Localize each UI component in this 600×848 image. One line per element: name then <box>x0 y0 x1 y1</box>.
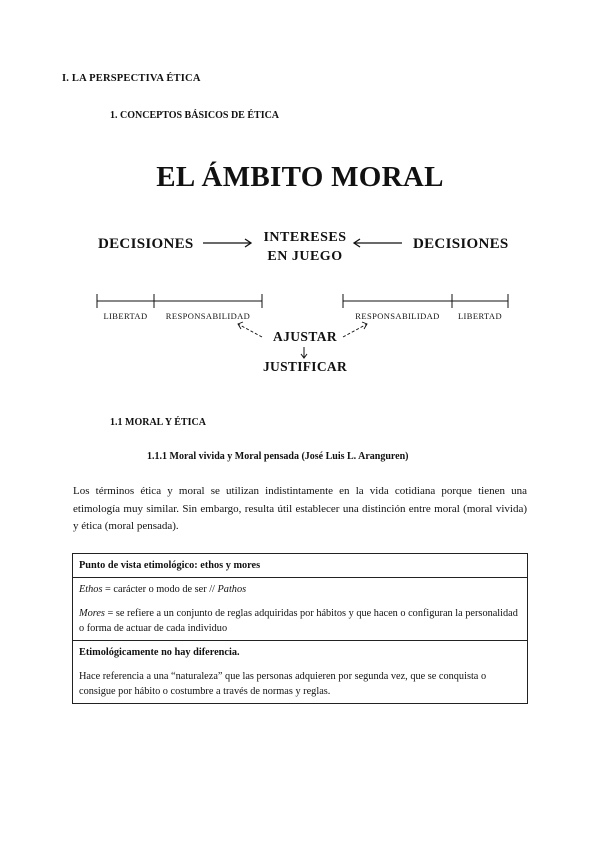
table-row <box>73 578 528 641</box>
interests-line2: EN JUEGO <box>267 249 343 264</box>
conclusion-text: Hace referencia a una “naturaleza” que las personas adquieren por segunda vez, que se conquista o consigue por hábito o costumbre a través de normas y reglas. <box>79 671 487 697</box>
decisions-right: DECISIONES <box>413 236 509 252</box>
interests-label <box>230 228 380 266</box>
conclusion-title: Etimológicamente no hay diferencia. <box>79 647 240 658</box>
adjust-label: AJUSTAR <box>272 329 338 344</box>
subsubsection-heading: 1.1 MORAL Y ÉTICA <box>110 417 206 428</box>
sub-heading-aranguren: 1.1.1 Moral vivida y Moral pensada (José Luis L. Aranguren) <box>147 451 409 462</box>
arrow-down-icon <box>301 347 307 358</box>
interests-line1: INTERESES <box>263 230 347 245</box>
etymology-table <box>72 553 528 704</box>
pathos-term: Pathos <box>217 584 247 595</box>
table-cell-definitions <box>73 578 528 641</box>
table-row-title: Punto de vista etimológico: ethos y mores <box>73 554 528 578</box>
table-row <box>73 641 528 704</box>
justify-label: JUSTIFICAR <box>262 359 347 374</box>
ethos-def: = carácter o modo de ser // <box>102 584 218 595</box>
diagram-title: EL ÁMBITO MORAL <box>156 161 444 193</box>
subsection-heading: 1. CONCEPTOS BÁSICOS DE ÉTICA <box>110 110 280 121</box>
table-cell-conclusion <box>73 641 528 704</box>
ethos-term: Ethos <box>79 584 103 595</box>
mores-term: Mores <box>79 608 105 619</box>
right-liberty-label: LIBERTAD <box>457 311 503 321</box>
decisions-left: DECISIONES <box>98 236 194 252</box>
right-responsibility-label: RESPONSABILIDAD <box>355 311 440 321</box>
right-scale-line <box>343 294 508 308</box>
ethos-definition <box>79 582 521 597</box>
mores-definition <box>79 606 521 636</box>
section-heading: I. LA PERSPECTIVA ÉTICA <box>62 73 201 84</box>
left-responsibility-label: RESPONSABILIDAD <box>165 311 251 321</box>
table-row <box>73 554 528 578</box>
body-paragraph: Los términos ética y moral se utilizan indistintamente en la vida cotidiana porque tienen una etimología muy similar. Sin embargo, resulta útil establecer una distinción entre moral (moral vivida) y ética (moral pensada). <box>73 485 527 532</box>
mores-def: = se refiere a un conjunto de reglas adquiridas por hábitos y que hacen o configuran la personalidad o forma de actuar de cada individuo <box>79 608 518 634</box>
left-scale-line <box>97 294 262 308</box>
left-liberty-label: LIBERTAD <box>103 311 148 321</box>
